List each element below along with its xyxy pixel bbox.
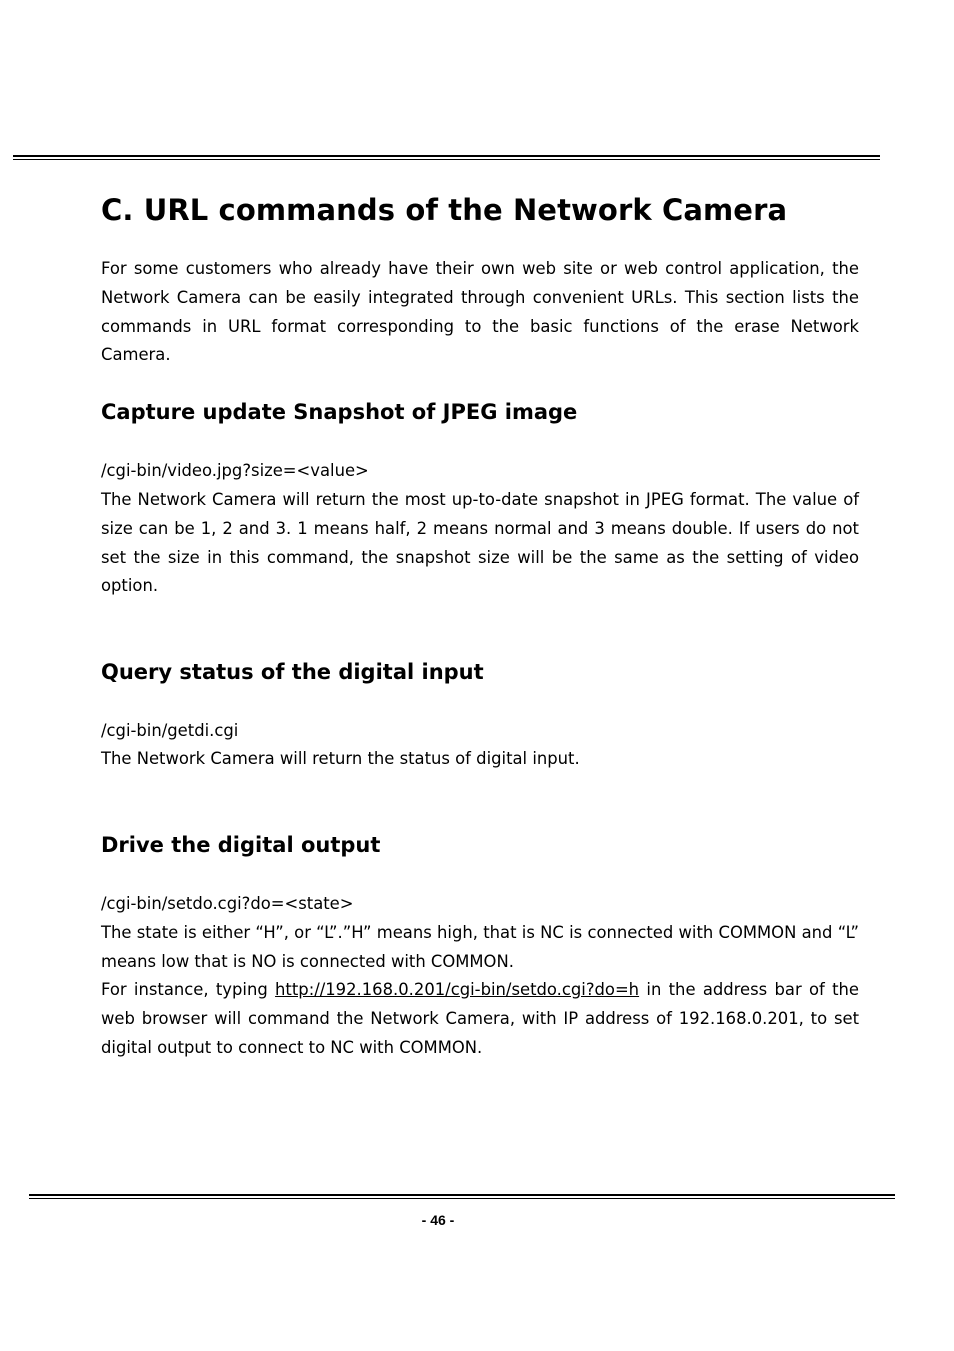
command-digital-output: /cgi-bin/setdo.cgi?do=<state> [101,894,354,913]
section-heading-digital-output: Drive the digital output [101,833,381,857]
section-body-digital-output: The state is either “H”, or “L”.”H” means high, that is NC is connected with COMMON and “L” means low that is NO is connected with COMMON. [101,923,859,971]
example-prefix: For instance, typing [101,980,268,999]
command-snapshot: /cgi-bin/video.jpg?size=<value> [101,461,369,480]
section-heading-snapshot: Capture update Snapshot of JPEG image [101,400,578,424]
footer-rule [29,1194,895,1199]
example-url-link[interactable]: http://192.168.0.201/cgi-bin/setdo.cgi?do=h [275,980,640,999]
page-title: C. URL commands of the Network Camera [101,193,788,227]
section-heading-digital-input: Query status of the digital input [101,660,484,684]
section-body-digital-input: The Network Camera will return the status of digital input. [101,749,580,768]
header-rule [13,155,880,160]
example-paragraph [101,976,859,1062]
example-suffix: in the address bar of the web browser will command the Network Camera, with IP address of 192.168.0.201, to set digital output to connect to NC with COMMON. [101,980,860,1057]
section-body-snapshot: The Network Camera will return the most up-to-date snapshot in JPEG format. The value of size can be 1, 2 and 3. 1 means half, 2 means normal and 3 means double. If users do not set the size in this command, the snapshot size will be the same as the setting of video option. [101,490,859,596]
intro-paragraph: For some customers who already have their own web site or web control application, the Network Camera can be easily integrated through convenient URLs. This section lists the commands in URL format corresponding to the basic functions of the erase Network Camera. [101,259,859,365]
command-digital-input: /cgi-bin/getdi.cgi [101,721,239,740]
page-number: - 46 - [421,1212,455,1228]
